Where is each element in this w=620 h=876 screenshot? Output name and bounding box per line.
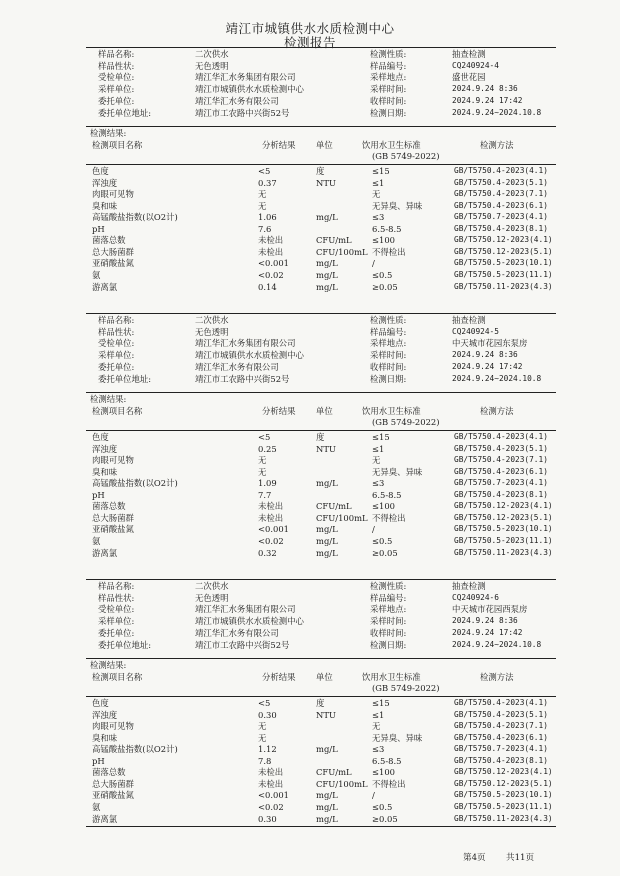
value-sampling-time: 2024.9.24 8:36 <box>452 616 518 626</box>
label-sampling-site: 采样地点: <box>370 604 407 615</box>
header-divider <box>86 164 556 165</box>
value-sample-nature: 无色透明 <box>195 592 229 603</box>
cell-unit: NTU <box>316 709 336 720</box>
cell-unit: NTU <box>316 177 336 188</box>
cell-item: 色度 <box>92 432 109 442</box>
value-test-nature: 抽查检测 <box>452 315 486 325</box>
cell-unit: CFU/100mL <box>316 512 368 523</box>
value-client-unit: 靖江华汇水务有限公司 <box>195 361 279 372</box>
label-test-nature: 检测性质: <box>370 581 407 591</box>
cell-item: 游离氯 <box>92 547 118 558</box>
cell-method: GB/T5750.4-2023(6.1) <box>454 466 548 476</box>
label-receipt-time: 收样时间: <box>370 627 407 638</box>
cell-result: 无 <box>258 466 267 477</box>
cell-method: GB/T5750.4-2023(7.1) <box>454 455 548 465</box>
label-client-unit: 委托单位: <box>98 95 135 106</box>
cell-unit: mg/L <box>316 547 338 558</box>
cell-method: GB/T5750.4-2023(7.1) <box>454 721 548 731</box>
header-divider <box>86 430 556 431</box>
cell-result: 1.12 <box>258 744 277 755</box>
results-label: 检测结果: <box>90 128 127 138</box>
label-sampling-unit: 采样单位: <box>98 84 135 95</box>
value-sampling-time: 2024.9.24 8:36 <box>452 350 518 360</box>
col-header-standard: 饮用水卫生标准 <box>362 140 421 150</box>
label-test-nature: 检测性质: <box>370 49 407 59</box>
col-header-unit: 单位 <box>316 406 333 416</box>
col-header-result: 分析结果 <box>262 672 296 682</box>
label-sample-name: 样品名称: <box>98 315 135 325</box>
section-divider <box>86 47 556 48</box>
label-sample-nature: 样品性状: <box>98 592 135 603</box>
col-header-item: 检测项目名称 <box>92 140 143 150</box>
results-label: 检测结果: <box>90 394 127 404</box>
value-sample-nature: 无色透明 <box>195 326 229 337</box>
info-divider <box>86 392 556 393</box>
cell-unit: mg/L <box>316 535 338 546</box>
value-sampling-site: 中天城市花园西泵房 <box>452 604 528 615</box>
value-test-nature: 抽查检测 <box>452 581 486 591</box>
label-sample-no: 样品编号: <box>370 592 407 603</box>
cell-method: GB/T5750.5-2023(11.1) <box>454 535 553 545</box>
cell-item: 高锰酸盐指数(以O2计) <box>92 212 178 223</box>
label-sample-no: 样品编号: <box>370 326 407 337</box>
cell-result: 1.06 <box>258 212 277 223</box>
cell-unit: CFU/mL <box>316 235 352 246</box>
cell-result: 未检出 <box>258 767 284 778</box>
cell-standard: / <box>372 524 375 535</box>
label-sampling-time: 采样时间: <box>370 616 407 627</box>
cell-method: GB/T5750.11-2023(4.3) <box>454 281 553 291</box>
label-sampling-unit: 采样单位: <box>98 350 135 361</box>
cell-result: <0.02 <box>258 269 284 280</box>
cell-method: GB/T5750.12-2023(4.1) <box>454 501 553 511</box>
cell-result: <5 <box>258 166 271 176</box>
cell-standard: ≤100 <box>372 501 396 512</box>
value-test-date: 2024.9.24~2024.10.8 <box>452 373 542 383</box>
cell-standard: 无异臭、异味 <box>372 732 423 743</box>
value-inspected-unit: 靖江华汇水务集团有限公司 <box>195 72 296 83</box>
cell-standard: 6.5-8.5 <box>372 489 402 500</box>
center-title: 靖江市城镇供水水质检测中心 <box>225 21 395 36</box>
label-client-address: 委托单位地址: <box>98 107 152 118</box>
cell-standard: 无 <box>372 455 381 466</box>
label-sample-nature: 样品性状: <box>98 60 135 71</box>
value-test-date: 2024.9.24~2024.10.8 <box>452 639 542 649</box>
value-client-address: 靖江市工农路中兴街52号 <box>195 639 290 650</box>
cell-standard: / <box>372 258 375 269</box>
value-sample-no: CQ240924-5 <box>452 326 499 336</box>
cell-item: 高锰酸盐指数(以O2计) <box>92 744 178 755</box>
cell-item: 亚硝酸盐氮 <box>92 790 134 801</box>
cell-item: 总大肠菌群 <box>92 246 134 257</box>
col-header-result: 分析结果 <box>262 406 296 416</box>
label-sampling-time: 采样时间: <box>370 84 407 95</box>
value-sample-nature: 无色透明 <box>195 60 229 71</box>
value-sampling-site: 盛世花园 <box>452 72 486 83</box>
cell-item: 菌落总数 <box>92 767 126 778</box>
section-divider <box>86 313 556 314</box>
cell-unit: CFU/100mL <box>316 246 368 257</box>
cell-item: 氨 <box>92 801 101 812</box>
cell-method: GB/T5750.4-2023(6.1) <box>454 732 548 742</box>
cell-standard: 无异臭、异味 <box>372 200 423 211</box>
cell-unit: 度 <box>316 698 325 708</box>
cell-unit: mg/L <box>316 801 338 812</box>
cell-method: GB/T5750.5-2023(11.1) <box>454 269 553 279</box>
cell-unit: 度 <box>316 432 325 442</box>
label-inspected-unit: 受检单位: <box>98 338 135 349</box>
cell-item: 氨 <box>92 535 101 546</box>
cell-result: 1.09 <box>258 478 277 489</box>
cell-unit: CFU/100mL <box>316 778 368 789</box>
cell-item: 菌落总数 <box>92 501 126 512</box>
cell-method: GB/T5750.4-2023(8.1) <box>454 755 548 765</box>
cell-result: 0.37 <box>258 177 277 188</box>
label-receipt-time: 收样时间: <box>370 361 407 372</box>
cell-standard: ≤15 <box>372 698 390 708</box>
cell-standard: ≥0.05 <box>372 547 398 558</box>
cell-item: 亚硝酸盐氮 <box>92 258 134 269</box>
cell-method: GB/T5750.5-2023(10.1) <box>454 790 553 800</box>
cell-standard: ≤0.5 <box>372 269 393 280</box>
cell-method: GB/T5750.4-2023(8.1) <box>454 489 548 499</box>
cell-standard: ≤1 <box>372 709 385 720</box>
cell-item: 游离氯 <box>92 813 118 824</box>
cell-standard: 无 <box>372 189 381 200</box>
table-end-divider <box>86 826 556 827</box>
value-inspected-unit: 靖江华汇水务集团有限公司 <box>195 604 296 615</box>
cell-standard: ≤0.5 <box>372 535 393 546</box>
cell-item: 游离氯 <box>92 281 118 292</box>
value-receipt-time: 2024.9.24 17:42 <box>452 627 523 637</box>
cell-item: 菌落总数 <box>92 235 126 246</box>
value-test-date: 2024.9.24~2024.10.8 <box>452 107 542 117</box>
cell-result: <5 <box>258 432 271 442</box>
cell-method: GB/T5750.7-2023(4.1) <box>454 212 548 222</box>
cell-unit: NTU <box>316 443 336 454</box>
value-client-unit: 靖江华汇水务有限公司 <box>195 627 279 638</box>
cell-result: 未检出 <box>258 501 284 512</box>
label-receipt-time: 收样时间: <box>370 95 407 106</box>
cell-standard: ≥0.05 <box>372 813 398 824</box>
cell-standard: ≤1 <box>372 443 385 454</box>
cell-result: 0.32 <box>258 547 277 558</box>
cell-unit: mg/L <box>316 269 338 280</box>
label-inspected-unit: 受检单位: <box>98 72 135 83</box>
cell-result: <0.001 <box>258 258 289 269</box>
cell-unit: mg/L <box>316 744 338 755</box>
value-receipt-time: 2024.9.24 17:42 <box>452 361 523 371</box>
cell-unit: mg/L <box>316 524 338 535</box>
cell-item: 总大肠菌群 <box>92 512 134 523</box>
cell-method: GB/T5750.11-2023(4.3) <box>454 813 553 823</box>
cell-unit: mg/L <box>316 281 338 292</box>
cell-method: GB/T5750.4-2023(5.1) <box>454 709 548 719</box>
cell-item: pH <box>92 489 105 500</box>
cell-method: GB/T5750.7-2023(4.1) <box>454 744 548 754</box>
results-label: 检测结果: <box>90 660 127 670</box>
cell-unit: mg/L <box>316 478 338 489</box>
label-sampling-time: 采样时间: <box>370 350 407 361</box>
cell-item: 氨 <box>92 269 101 280</box>
label-test-date: 检测日期: <box>370 107 407 118</box>
label-client-unit: 委托单位: <box>98 361 135 372</box>
label-sample-nature: 样品性状: <box>98 326 135 337</box>
cell-method: GB/T5750.4-2023(7.1) <box>454 189 548 199</box>
label-test-date: 检测日期: <box>370 373 407 384</box>
col-header-unit: 单位 <box>316 672 333 682</box>
cell-result: 无 <box>258 732 267 743</box>
label-client-address: 委托单位地址: <box>98 373 152 384</box>
col-header-standard: 饮用水卫生标准 <box>362 406 421 416</box>
cell-item: 肉眼可见物 <box>92 721 134 732</box>
value-client-unit: 靖江华汇水务有限公司 <box>195 95 279 106</box>
cell-item: 总大肠菌群 <box>92 778 134 789</box>
cell-standard: ≤3 <box>372 478 385 489</box>
cell-unit: mg/L <box>316 790 338 801</box>
cell-item: pH <box>92 755 105 766</box>
label-client-address: 委托单位地址: <box>98 639 152 650</box>
label-client-unit: 委托单位: <box>98 627 135 638</box>
cell-unit: CFU/mL <box>316 501 352 512</box>
cell-result: 未检出 <box>258 778 284 789</box>
value-sample-name: 二次供水 <box>195 315 229 325</box>
value-client-address: 靖江市工农路中兴街52号 <box>195 373 290 384</box>
cell-item: 肉眼可见物 <box>92 455 134 466</box>
cell-method: GB/T5750.5-2023(10.1) <box>454 524 553 534</box>
cell-method: GB/T5750.4-2023(4.1) <box>454 432 548 441</box>
cell-standard: ≤100 <box>372 235 396 246</box>
cell-standard: 不得检出 <box>372 512 406 523</box>
cell-standard: ≤3 <box>372 212 385 223</box>
cell-item: 肉眼可见物 <box>92 189 134 200</box>
value-inspected-unit: 靖江华汇水务集团有限公司 <box>195 338 296 349</box>
col-header-standard-code: (GB 5749-2022) <box>372 683 440 693</box>
cell-unit: CFU/mL <box>316 767 352 778</box>
cell-standard: ≤100 <box>372 767 396 778</box>
section-divider <box>86 579 556 580</box>
label-sample-name: 样品名称: <box>98 49 135 59</box>
cell-standard: 6.5-8.5 <box>372 755 402 766</box>
label-test-date: 检测日期: <box>370 639 407 650</box>
cell-standard: 不得检出 <box>372 778 406 789</box>
col-header-result: 分析结果 <box>262 140 296 150</box>
cell-method: GB/T5750.11-2023(4.3) <box>454 547 553 557</box>
cell-standard: ≤0.5 <box>372 801 393 812</box>
value-sample-name: 二次供水 <box>195 581 229 591</box>
cell-result: <0.02 <box>258 801 284 812</box>
cell-item: 色度 <box>92 698 109 708</box>
cell-standard: 不得检出 <box>372 246 406 257</box>
cell-method: GB/T5750.12-2023(5.1) <box>454 778 553 788</box>
cell-result: 7.7 <box>258 489 272 500</box>
cell-result: 无 <box>258 455 267 466</box>
cell-standard: ≤15 <box>372 166 390 176</box>
cell-result: 无 <box>258 189 267 200</box>
cell-method: GB/T5750.4-2023(4.1) <box>454 166 548 175</box>
cell-item: 浑浊度 <box>92 177 118 188</box>
cell-item: pH <box>92 223 105 234</box>
value-sampling-unit: 靖江市城镇供水水质检测中心 <box>195 616 304 627</box>
cell-item: 浑浊度 <box>92 443 118 454</box>
cell-method: GB/T5750.4-2023(5.1) <box>454 443 548 453</box>
cell-method: GB/T5750.4-2023(8.1) <box>454 223 548 233</box>
value-sample-no: CQ240924-6 <box>452 592 499 602</box>
value-sampling-unit: 靖江市城镇供水水质检测中心 <box>195 350 304 361</box>
value-sample-name: 二次供水 <box>195 49 229 59</box>
cell-result: 0.14 <box>258 281 277 292</box>
label-sampling-site: 采样地点: <box>370 338 407 349</box>
label-inspected-unit: 受检单位: <box>98 604 135 615</box>
col-header-standard-code: (GB 5749-2022) <box>372 151 440 161</box>
cell-result: 0.30 <box>258 709 277 720</box>
cell-result: <0.02 <box>258 535 284 546</box>
cell-result: <0.001 <box>258 790 289 801</box>
cell-item: 臭和味 <box>92 200 118 211</box>
header-divider <box>86 696 556 697</box>
cell-item: 亚硝酸盐氮 <box>92 524 134 535</box>
col-header-method: 检测方法 <box>480 406 514 416</box>
info-divider <box>86 658 556 659</box>
info-divider <box>86 126 556 127</box>
cell-result: 7.8 <box>258 755 272 766</box>
value-sampling-unit: 靖江市城镇供水水质检测中心 <box>195 84 304 95</box>
cell-standard: 无 <box>372 721 381 732</box>
cell-result: 未检出 <box>258 235 284 246</box>
cell-unit: mg/L <box>316 258 338 269</box>
cell-method: GB/T5750.12-2023(5.1) <box>454 246 553 256</box>
col-header-item: 检测项目名称 <box>92 406 143 416</box>
cell-standard: ≤15 <box>372 432 390 442</box>
cell-unit: mg/L <box>316 813 338 824</box>
cell-method: GB/T5750.4-2023(4.1) <box>454 698 548 707</box>
col-header-unit: 单位 <box>316 140 333 150</box>
cell-method: GB/T5750.5-2023(11.1) <box>454 801 553 811</box>
cell-method: GB/T5750.4-2023(5.1) <box>454 177 548 187</box>
cell-method: GB/T5750.5-2023(10.1) <box>454 258 553 268</box>
cell-result: 无 <box>258 721 267 732</box>
cell-result: 未检出 <box>258 246 284 257</box>
cell-item: 浑浊度 <box>92 709 118 720</box>
col-header-item: 检测项目名称 <box>92 672 143 682</box>
value-receipt-time: 2024.9.24 17:42 <box>452 95 523 105</box>
col-header-standard: 饮用水卫生标准 <box>362 672 421 682</box>
cell-item: 臭和味 <box>92 732 118 743</box>
page-total: 共11页 <box>506 853 535 863</box>
report-title: 检测报告 <box>283 35 336 50</box>
value-sampling-site: 中天城市花园东泵房 <box>452 338 528 349</box>
cell-standard: 无异臭、异味 <box>372 466 423 477</box>
cell-result: <5 <box>258 698 271 708</box>
label-sample-name: 样品名称: <box>98 581 135 591</box>
cell-standard: ≥0.05 <box>372 281 398 292</box>
cell-result: 未检出 <box>258 512 284 523</box>
cell-item: 臭和味 <box>92 466 118 477</box>
label-sample-no: 样品编号: <box>370 60 407 71</box>
cell-result: 7.6 <box>258 223 272 234</box>
cell-result: <0.001 <box>258 524 289 535</box>
cell-unit: 度 <box>316 166 325 176</box>
value-sample-no: CQ240924-4 <box>452 60 499 70</box>
col-header-method: 检测方法 <box>480 140 514 150</box>
label-test-nature: 检测性质: <box>370 315 407 325</box>
cell-standard: / <box>372 790 375 801</box>
label-sampling-site: 采样地点: <box>370 72 407 83</box>
cell-result: 0.30 <box>258 813 277 824</box>
cell-item: 高锰酸盐指数(以O2计) <box>92 478 178 489</box>
cell-method: GB/T5750.12-2023(5.1) <box>454 512 553 522</box>
cell-standard: ≤3 <box>372 744 385 755</box>
cell-result: 0.25 <box>258 443 277 454</box>
cell-method: GB/T5750.4-2023(6.1) <box>454 200 548 210</box>
label-sampling-unit: 采样单位: <box>98 616 135 627</box>
value-client-address: 靖江市工农路中兴街52号 <box>195 107 290 118</box>
col-header-standard-code: (GB 5749-2022) <box>372 417 440 427</box>
cell-standard: ≤1 <box>372 177 385 188</box>
cell-method: GB/T5750.7-2023(4.1) <box>454 478 548 488</box>
cell-item: 色度 <box>92 166 109 176</box>
cell-result: 无 <box>258 200 267 211</box>
cell-unit: mg/L <box>316 212 338 223</box>
cell-method: GB/T5750.12-2023(4.1) <box>454 767 553 777</box>
value-sampling-time: 2024.9.24 8:36 <box>452 84 518 94</box>
col-header-method: 检测方法 <box>480 672 514 682</box>
value-test-nature: 抽查检测 <box>452 49 486 59</box>
cell-standard: 6.5-8.5 <box>372 223 402 234</box>
page-number: 第4页 <box>463 853 486 863</box>
cell-method: GB/T5750.12-2023(4.1) <box>454 235 553 245</box>
